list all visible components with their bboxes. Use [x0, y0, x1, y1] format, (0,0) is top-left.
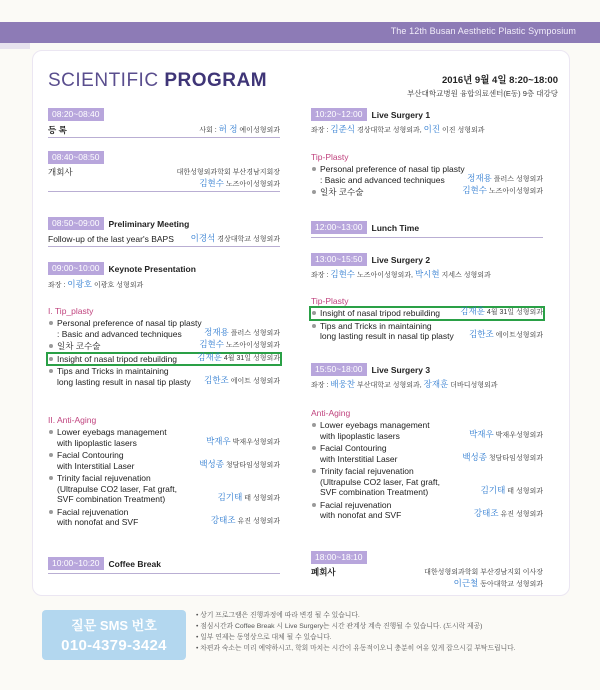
time-badge: 12:00~13:00	[311, 221, 367, 234]
section-anti-aging	[48, 415, 280, 528]
note-line: • 차편과 숙소는 미리 예약하시고, 학회 마치는 시간이 유동적이오니 충분히 여유 있게 잡으시길 부탁드립니다.	[196, 645, 516, 652]
talk-item: Tips and Tricks in maintaining long lasting result in nasal tip plasty 김한조 에이트성형외과	[311, 321, 543, 342]
session-live-surgery-3	[311, 363, 543, 391]
talk-item: Facial rejuvenation with nonofat and SVF 강태조 유진 성형외과	[311, 500, 543, 521]
talk-item: 일차 코수술 김현수 노즈아이성형외과	[311, 187, 543, 198]
section-heading: Tip-Plasty	[311, 152, 349, 162]
sms-number: 010-4379-3424	[61, 637, 167, 654]
chair-credit: 좌장 : 배웅찬 부산대학교 성형외과, 장재훈 더바디성형외과	[311, 379, 498, 389]
talk-item: 일차 코수술 김현수 노즈아이성형외과	[48, 341, 280, 352]
talk-item: Facial rejuvenation with nonofat and SVF 강태조 유진 성형외과	[48, 507, 280, 528]
time-badge: 13:00~15:50	[311, 253, 367, 266]
section-tip-plasty-2	[311, 296, 543, 342]
talk-item: Trinity facial rejuvenation (Ultrapulse CO2 laser, Fat graft, SVF combination Treatment) 김기태 태 성형외과	[48, 473, 280, 505]
speaker-credit: 김현수 노즈아이성형외과	[199, 178, 280, 188]
time-badge: 09:00~10:00	[48, 262, 104, 275]
section-heading: Anti-Aging	[311, 408, 351, 418]
session-live-surgery-2	[311, 253, 543, 281]
time-badge: 08:50~09:00	[48, 217, 104, 230]
session-desc: Follow-up of the last year's BAPS	[48, 234, 174, 244]
talk-item: Personal preference of nasal tip plasty : Basic and advanced techniques 정재용 플러스 성형외과	[48, 318, 280, 339]
section-heading: I. Tip_plasty	[48, 306, 94, 316]
session-label: Live Surgery 3	[371, 364, 431, 375]
speaker-credit: 이근철 동아대학교 성형외과	[453, 578, 543, 588]
talk-item: Facial Contouring with Interstitial Laser 백성종 청담타임성형외과	[48, 450, 280, 471]
session-opening	[48, 151, 280, 192]
symposium-title: The 12th Busan Aesthetic Plastic Symposium	[390, 26, 576, 36]
note-line: • 점심시간과 Coffee Break 시 Live Surgery는 시간 관계상 계속 진행될 수 있습니다. (도시락 제공)	[196, 623, 483, 630]
session-coffee-break	[48, 557, 280, 574]
session-label: Live Surgery 2	[371, 254, 431, 265]
event-venue: 부산대학교병원 융합의료센터(E동) 9층 대강당	[407, 89, 558, 98]
time-badge: 10:00~10:20	[48, 557, 104, 570]
time-badge: 10:20~12:00	[311, 108, 367, 121]
session-label: Keynote Presentation	[108, 263, 196, 274]
section-tip-plasty	[48, 306, 280, 387]
sms-title: 질문 SMS 번호	[71, 618, 157, 633]
chair-credit: 좌장 : 김현수 노즈아이성형외과, 박시현 지세스 성형외과	[311, 269, 491, 279]
talk-item: Facial Contouring with Interstitial Laser 백성종 청담타임성형외과	[311, 443, 543, 464]
section-tip-plasty-1	[311, 152, 543, 198]
time-badge: 15:50~18:00	[311, 363, 367, 376]
session-label: 개회사	[48, 167, 73, 177]
time-badge: 08:20~08:40	[48, 108, 104, 121]
event-date-time: 2016년 9월 4일 8:20~18:00	[441, 75, 558, 86]
chair-credit: 좌장 : 이광호 이광호 성형외과	[48, 279, 144, 289]
talk-item: Lower eyebags management with lipoplastic lasers 박재우 박재우성형외과	[48, 427, 280, 448]
talk-item: Personal preference of nasal tip plasty : Basic and advanced techniques 정재용 플러스 성형외과	[311, 164, 543, 185]
session-keynote	[48, 262, 280, 291]
session-label: Coffee Break	[108, 558, 161, 569]
host-credit: 사회 : 허 정 예이성형외과	[199, 124, 280, 134]
header-accent-strip	[0, 43, 30, 49]
section-heading: II. Anti-Aging	[48, 415, 97, 425]
session-label: 등 록	[48, 125, 67, 135]
time-badge: 18:00~18:10	[311, 551, 367, 564]
chair-credit: 좌장 : 김준식 경상대학교 성형외과, 이진 이진 성형외과	[311, 124, 485, 134]
time-badge: 08:40~08:50	[48, 151, 104, 164]
session-preliminary	[48, 217, 280, 247]
session-label: Lunch Time	[371, 222, 420, 233]
talk-item: Tips and Tricks in maintaining long lasting result in nasal tip plasty 김한조 에이트 성형외과	[48, 366, 280, 387]
talk-item-highlighted: Insight of nasal tripod rebuilding 김재훈 4월 31일 성형외과	[48, 354, 280, 365]
page-title: SCIENTIFIC PROGRAM	[48, 70, 268, 91]
session-closing	[311, 551, 543, 590]
footer-notes	[196, 610, 586, 654]
speaker-org: 대한성형외과학회 부산경남지회 이사장	[424, 569, 543, 576]
section-heading: Tip-Plasty	[311, 296, 349, 306]
talk-item-highlighted: Insight of nasal tripod rebuilding 김재훈 4월 31일 성형외과	[311, 308, 543, 319]
session-label: Preliminary Meeting	[108, 218, 190, 229]
speaker-credit: 이경석 경상대학교 성형외과	[190, 233, 280, 243]
session-live-surgery-1	[311, 108, 543, 136]
talk-item: Trinity facial rejuvenation (Ultrapulse CO2 laser, Fat graft, SVF combination Treatment) 김기태 태 성형외과	[311, 466, 543, 498]
sms-info-box	[42, 610, 186, 660]
speaker-org: 대한성형외과학회 부산경남지회장	[176, 169, 280, 176]
header-bar	[0, 22, 600, 43]
session-lunch	[311, 221, 543, 238]
section-anti-aging	[311, 408, 543, 521]
session-registration	[48, 108, 280, 138]
talk-item: Lower eyebags management with lipoplastic lasers 박재우 박재우성형외과	[311, 420, 543, 441]
event-date	[407, 72, 558, 99]
note-line: • 상기 프로그램은 진행과정에 따라 변경 될 수 있습니다.	[196, 612, 360, 619]
note-line: • 일부 연제는 동영상으로 대체 될 수 있습니다.	[196, 634, 332, 641]
session-label: Live Surgery 1	[371, 109, 431, 120]
session-label: 폐회사	[311, 567, 336, 577]
